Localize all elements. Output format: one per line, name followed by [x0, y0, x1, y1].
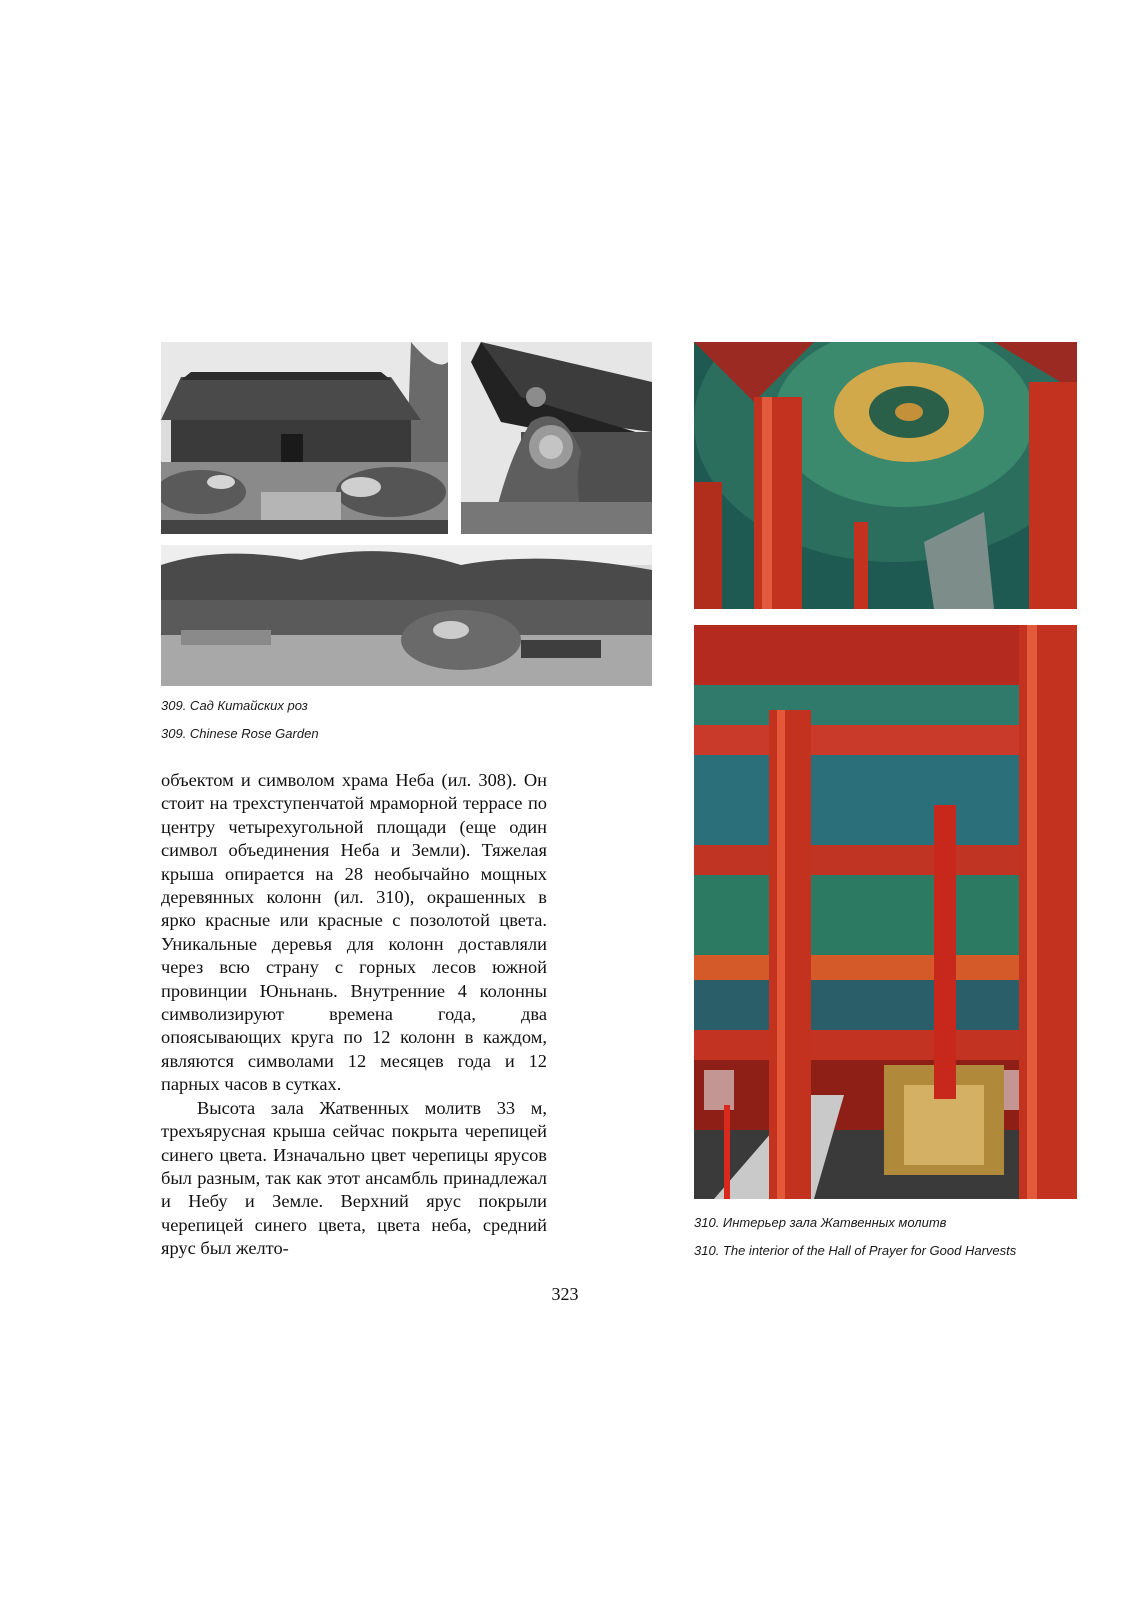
- rose-garden-panorama-photo: [161, 545, 652, 686]
- figure-309-caption-en: 309. Chinese Rose Garden: [161, 726, 319, 741]
- hall-interior-columns-photo: [694, 625, 1077, 1199]
- figure-310-caption-en: 310. The interior of the Hall of Prayer for Good Harvests: [694, 1243, 1017, 1258]
- body-paragraph-1: объектом и символом храма Неба (ил. 308). Он стоит на трехступенчатой мраморной террасе по центру четырехугольной площади (еще один символ объединения Неба и Земли). Тяжелая крыша опирается на 28 необычайно мощных деревянных колонн (ил. 310), окрашенных в ярко красные или красные с позолотой цвета. Уникальные деревья для колонн доставляли через всю страну с горных лесов южной провинции Юньнань. Внутренние 4 колонны символизируют времена года, два опоясывающих круга по 12 колонн в каждом, являются символами 12 месяцев года и 12 парных часов в сутках.: [161, 770, 547, 1095]
- rose-garden-pavilion-photo: [161, 342, 448, 534]
- body-paragraph-2: Высота зала Жатвенных молитв 33 м, трехъярусная крыша сейчас покрыта черепицей синего цвета. Изначально цвет черепицы ярусов был разным, так как этот ансамбль принадлежал и Небу и Земле. Верхний ярус покрыли черепицей синего цвета, цвета неба, средний ярус был желто-: [161, 1097, 547, 1259]
- body-text: [161, 769, 547, 1261]
- figure-310-caption-ru: 310. Интерьер зала Жатвенных молитв: [694, 1215, 947, 1230]
- hall-ceiling-photo: [694, 342, 1077, 609]
- page-number: 323: [551, 1284, 579, 1304]
- rose-and-roof-photo: [461, 342, 652, 534]
- figure-309-caption-ru: 309. Сад Китайских роз: [161, 698, 308, 713]
